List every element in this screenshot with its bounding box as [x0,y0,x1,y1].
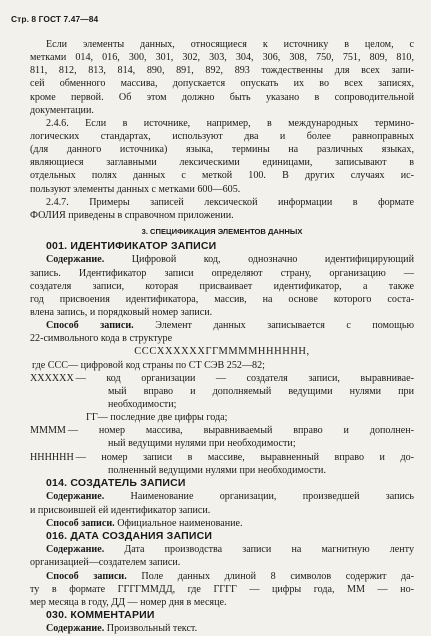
content-label: Содержание. [46,254,105,266]
content-text: Цифровой код, однозначно идентифицирующий [104,254,414,266]
text-line: логических стандартах, используют два и более равноправных [30,130,414,142]
text-line: ФОЛИЯ приведены в справочном приложении. [30,209,234,221]
body-text [30,38,414,636]
definition-item [30,411,414,424]
paragraph-repeated-elements [30,38,414,117]
definition-item [30,372,414,385]
content-label: Содержание. [46,544,105,556]
text-line [30,543,414,556]
definition-continuation: полненный ведущими нулями при необходимости. [108,464,326,476]
text-line [30,253,414,266]
text-line: кроме первой. Об этом должно быть указано в сопроводительной [30,91,414,103]
definition-term: ММММ [30,425,66,437]
content-text: Наименование организации, произведшей запись [104,491,414,503]
text-line: мер месяца в году, ДД — номер дня в месяце. [30,596,227,608]
element-001 [30,240,414,477]
definition-text: — последние две цифры года; [97,412,228,424]
text-line: и присвоившей ей идентификатор записи. [30,504,211,516]
text-line: создателя записи, которая присваивает идентификатор, а также [30,280,414,292]
definition-term: ГГ [86,412,98,424]
definition-continuation: необходимости; [108,399,177,411]
element-title: 001. ИДЕНТИФИКАТОР ЗАПИСИ [46,239,217,252]
content-label: Содержание. [46,491,105,503]
content-text: Дата производства записи на магнитную ленту [104,544,414,556]
text-line [30,570,414,583]
element-title: 016. ДАТА СОЗДАНИЯ ЗАПИСИ [46,529,213,542]
section-title: 3. СПЕЦИФИКАЦИЯ ЭЛЕМЕНТОВ ДАННЫХ [141,226,303,236]
text-line: Если элементы данных, относящиеся к источнику в целом, с [46,39,414,50]
method-text: Поле данных длиной 8 символов содержит да- [126,570,414,582]
definition-item [30,451,414,464]
method-label: Способ записи. [46,570,127,582]
method-text: Официальное наименование. [114,517,243,529]
text-line: отдельных полях данных с меткой 100. В других случаях ис- [30,170,414,182]
content-label: Содержание. [46,623,105,635]
text-line: 2.4.7. Примеры записей лексической информации в формате [46,196,414,208]
text-line: 2.4.6. Если в источнике, например, в международных термино- [46,117,414,129]
definition-item [30,424,414,437]
definition-term: НННННН [30,451,74,463]
text-line: запись. Идентификатор записи определяют страну, организацию — [30,267,414,279]
text-line: ту в формате ГГГГММДД, где ГГГГ — цифры года, ММ — но- [30,583,414,595]
definition-term: XXXXXX [30,372,74,384]
text-line: документации. [30,104,94,116]
element-014 [30,477,414,530]
definition-item [30,359,414,372]
element-030 [30,609,414,636]
definition-text: — номер массива, выравниваемый вправо и дополнен- [67,425,414,437]
definition-continuation: мый вправо и дополняемый ведущими нулями при [108,385,414,397]
element-title: 014. СОЗДАТЕЛЬ ЗАПИСИ [46,476,186,489]
method-text: Элемент данных записывается с помощью [133,320,414,332]
text-line: 811, 812, 813, 814, 890, 891, 892, 893 тождественны для всех запи- [30,65,414,77]
definition-text: — номер записи в массиве, выравненный вправо и до- [75,451,414,463]
method-label: Способ записи. [46,517,115,529]
element-title: 030. КОММЕНТАРИИ [46,608,155,621]
text-line [30,319,414,332]
text-line: влена запись, и порядковый номер записи. [30,307,213,319]
element-016 [30,530,414,609]
text-line: (для данного источника) языка, термины на различных языках, [30,144,414,156]
definition-term: где ССС [32,359,68,371]
content-text: Произвольный текст. [104,623,198,635]
text-line [30,622,414,635]
text-line: метками 014, 016, 300, 301, 302, 303, 304, 306, 308, 750, 751, 809, 810, [30,52,414,64]
text-line: год присвоения идентификатора, массив, на основе которого соста- [30,293,414,305]
paragraph-2-4-7 [30,196,414,222]
code-structure: СССXXXXXXГГММММНННННН, [134,346,310,358]
definition-text: — цифровой код страны по СТ СЭВ 252—82; [67,359,265,371]
text-line [30,490,414,503]
text-line: сей обменного массива, допускается опускать их во всех записях, [30,78,414,90]
page-header: Стр. 8 ГОСТ 7.47—84 [11,14,99,24]
definition-text: — код организации — создателя записи, выравнивае- [75,372,414,384]
text-line: являющиеся заглавными лексическими единицами, записывают в [30,157,414,169]
text-line: пользуют элементы данных с метками 600—605. [30,183,241,195]
text-line: 22-символьного кода в структуре [30,333,173,345]
paragraph-2-4-6 [30,117,414,196]
text-line: организацией—создателем записи. [30,557,181,569]
definition-continuation: ный ведущими нулями при необходимости; [108,438,296,450]
method-label: Способ записи. [46,320,134,332]
text-line [30,517,414,530]
